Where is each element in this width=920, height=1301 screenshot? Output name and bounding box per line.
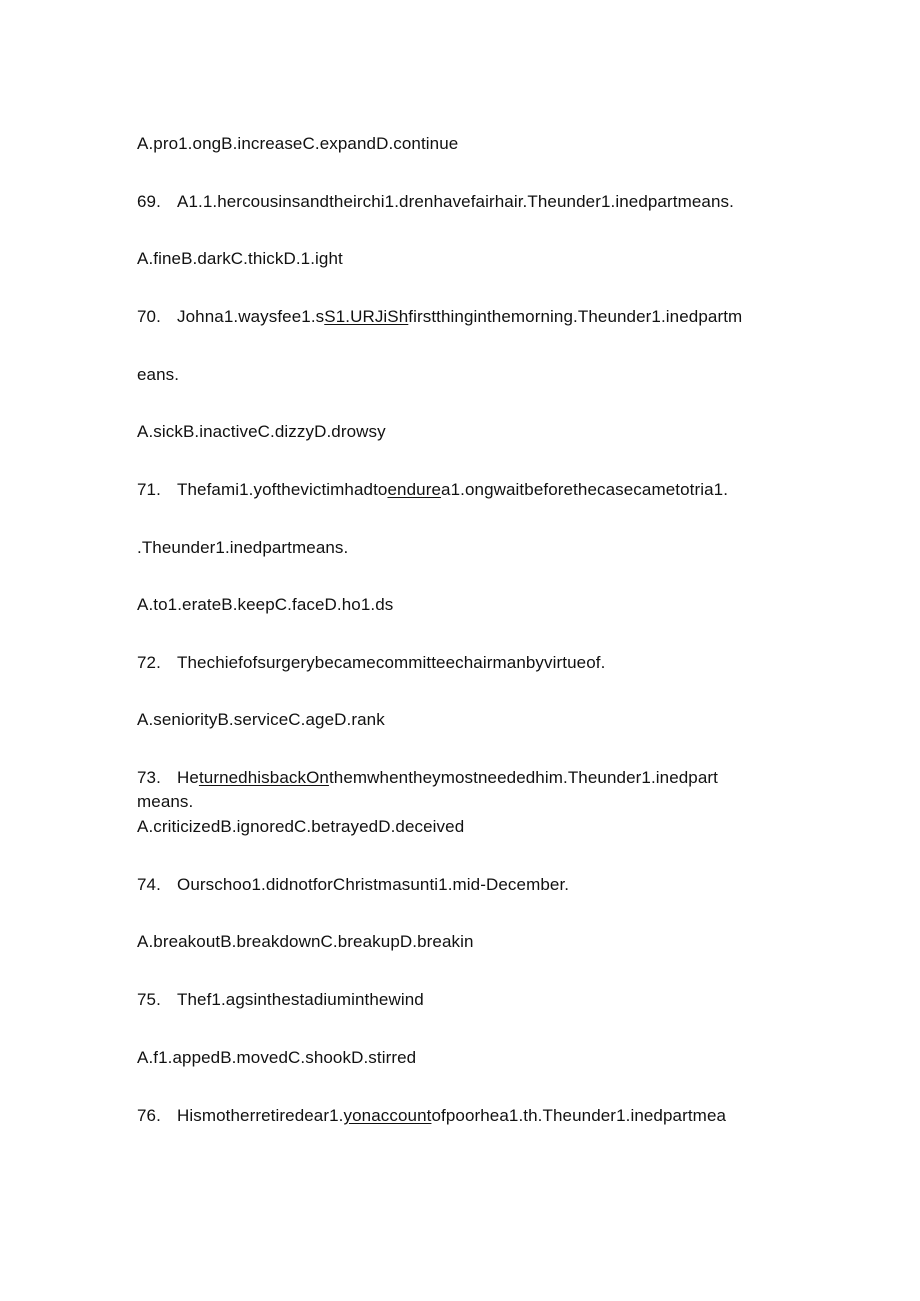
question-number: 74. [137,875,161,894]
question-text: A1.1.hercousinsandtheirchi1.drenhavefairhair.Theunder1.inedpartmeans. [177,192,734,211]
question-74 [137,874,569,896]
options-line: A.sickB.inactiveC.dizzyD.drowsy [137,422,386,441]
question-72 [137,652,605,674]
question-text: Thef1.agsinthestadiuminthewind [177,990,424,1009]
options-line: A.fineB.darkC.thickD.1.ight [137,249,343,268]
question-text-continued: .Theunder1.inedpartmeans. [137,538,349,557]
question-73 [137,767,718,789]
question-69 [137,191,734,213]
question-number: 70. [137,307,161,326]
question-text: themwhentheymostneededhim.Theunder1.inedpart [328,768,719,787]
question-number: 72. [137,653,161,672]
question-number: 69. [137,192,161,211]
options-line: A.breakoutB.breakdownC.breakupD.breakin [137,932,474,951]
underlined-part: S1.URJiSh [324,307,409,326]
underlined-part: turnedhisbackOn [198,768,329,787]
options-line: A.criticizedB.ignoredC.betrayedD.deceived [137,817,465,836]
options-line: A.to1.erateB.keepC.faceD.ho1.ds [137,595,394,614]
question-text-continued: eans. [137,365,180,384]
question-text: a1.ongwaitbeforethecasecametotria1. [441,480,729,499]
question-number: 76. [137,1106,161,1125]
underlined-part: endure [387,480,442,499]
question-76 [137,1105,726,1127]
options-line: A.pro1.ongB.increaseC.expandD.continue [137,134,459,153]
question-text: Johna1.waysfee1.s [177,307,325,326]
question-text: Ourschoo1.didnotforChristmasunti1.mid-December. [177,875,570,894]
question-number: 75. [137,990,161,1009]
options-line: A.f1.appedB.movedC.shookD.stirred [137,1048,417,1067]
options-line: A.seniorityB.serviceC.ageD.rank [137,710,385,729]
question-70 [137,306,742,328]
question-text: firstthinginthemorning.Theunder1.inedpartm [408,307,743,326]
question-text: Thefami1.yofthevictimhadto [177,480,388,499]
question-text: He [177,768,199,787]
question-number: 73. [137,768,161,787]
question-text-continued: means. [137,792,194,811]
question-text: Thechiefofsurgerybecamecommitteechairmanbyvirtueof. [177,653,606,672]
question-75 [137,989,424,1011]
question-text: ofpoorhea1.th.Theunder1.inedpartmea [431,1106,727,1125]
question-71 [137,479,728,501]
question-text: Hismotherretiredear1. [177,1106,344,1125]
question-number: 71. [137,480,161,499]
underlined-part: yonaccount [343,1106,432,1125]
